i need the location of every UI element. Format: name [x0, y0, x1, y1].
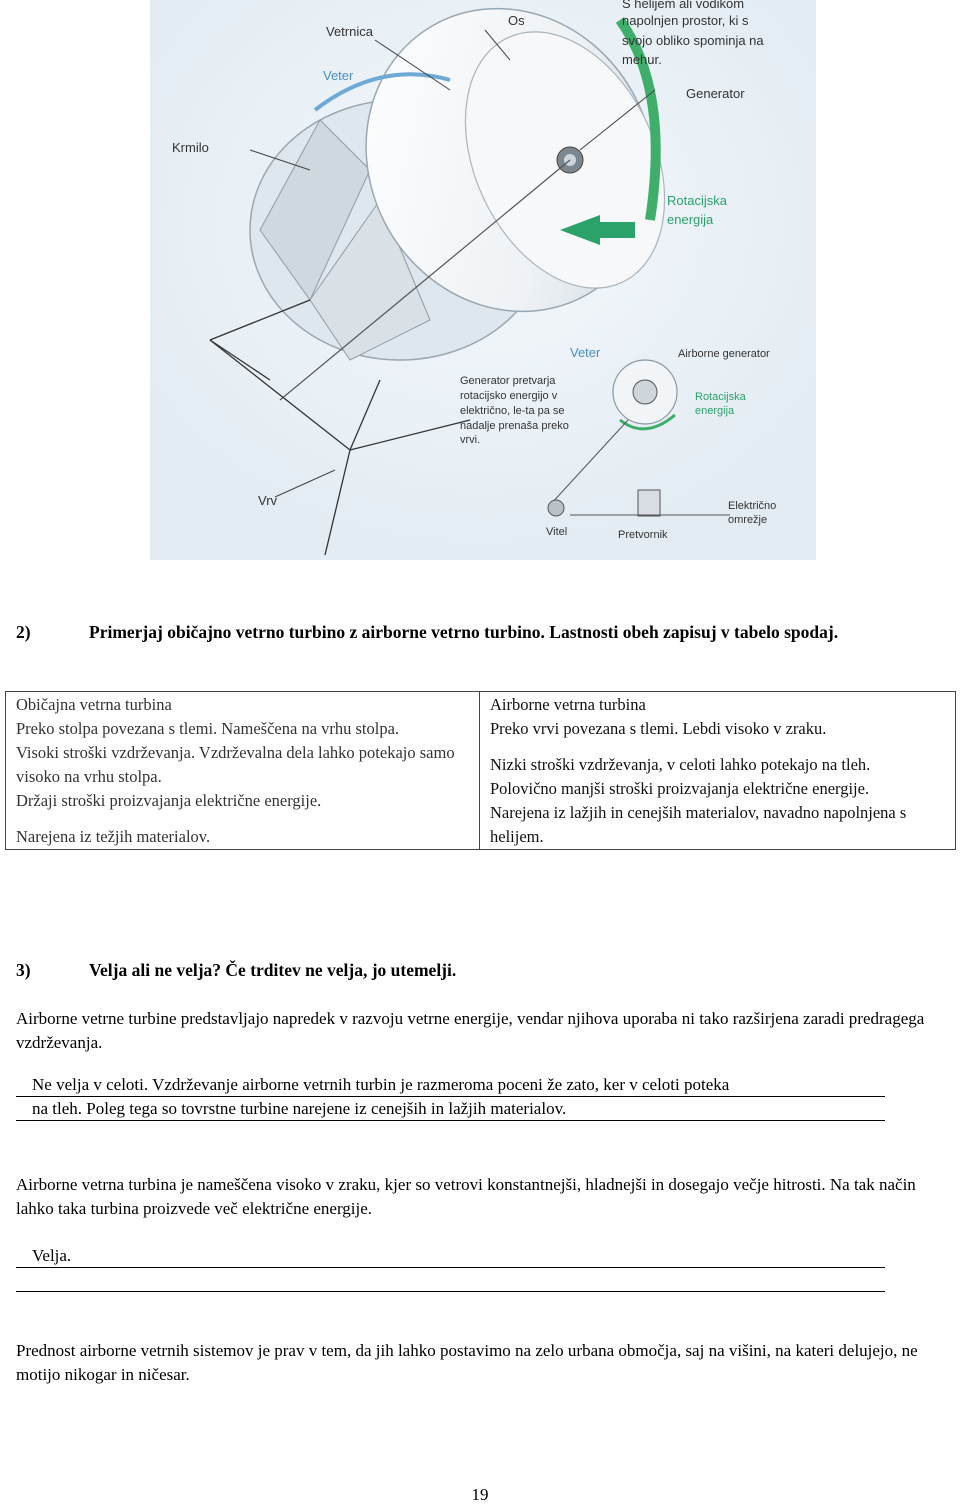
label-rotacijska-1: Rotacijska — [667, 193, 727, 208]
question-2 — [16, 621, 916, 644]
page-number: 19 — [471, 1485, 489, 1504]
airborne-turbine-header: Airborne vetrna turbina — [490, 695, 646, 714]
airborne-item-4: Narejena iz lažjih in cenejših materialov, navadno napolnjena s helijem. — [490, 803, 907, 846]
inset-rotacijska-1: Rotacijska — [695, 391, 746, 403]
conventional-item-2: Visoki stroški vzdrževanja. Vzdrževalna dela lahko potekajo samo visoko na vrhu stolpa. — [16, 743, 455, 786]
label-krmilo: Krmilo — [172, 140, 209, 155]
inset-label-omrezje-2: omrežje — [728, 514, 768, 526]
label-generator: Generator — [686, 86, 745, 101]
question-2-number: 2) — [16, 622, 31, 642]
helium-note-2: napolnjen prostor, ki s — [622, 13, 749, 28]
comparison-table — [5, 691, 956, 850]
inset-label-veter: Veter — [570, 345, 601, 360]
airborne-turbine-cell — [480, 692, 956, 850]
statement-2: Airborne vetrna turbina je nameščena visoko v zraku, kjer so vetrovi konstantnejši, hladnejši in dosegajo večje hitrosti. Na tak način lahko taka turbina proizvede več električne energije. — [16, 1175, 916, 1218]
question-3-text: Velja ali ne velja? Če trditev ne velja, jo utemelji. — [89, 960, 457, 980]
inset-generator-text-4: nadalje prenaša preko — [460, 420, 569, 432]
question-3-number: 3) — [16, 960, 31, 980]
inset-label-vitel: Vitel — [546, 526, 568, 538]
inset-generator-text-2: rotacijsko energijo v — [460, 390, 558, 402]
converter-icon — [638, 490, 660, 516]
inset-generator-text-3: električno, le-ta pa se — [460, 405, 565, 417]
answer-1-line-2[interactable]: na tleh. Poleg tega so tovrstne turbine narejene iz cenejših in lažjih materialov. — [16, 1097, 885, 1121]
airborne-item-3: Polovično manjši stroški proizvajanja električne energije. — [490, 779, 870, 798]
inset-label-omrezje-1: Električno — [728, 500, 777, 512]
question-3 — [16, 959, 916, 982]
inset-rotacijska-2: energija — [695, 405, 735, 417]
statement-3: Prednost airborne vetrnih sistemov je prav v tem, da jih lahko postavimo na zelo urbana območja, saj na višini, na kateri delujejo, ne motijo nikogar in ničesar. — [16, 1341, 918, 1384]
answer-2 — [16, 1244, 885, 1292]
helium-note-4: mehur. — [622, 52, 662, 67]
answer-1 — [16, 1073, 885, 1121]
inset-generator-text-1: Generator pretvarja — [460, 375, 556, 387]
answer-1-line-1[interactable]: Ne velja v celoti. Vzdrževanje airborne vetrnih turbin je razmeroma poceni že zato, ker v celoti poteka — [16, 1073, 885, 1097]
label-vetrnica: Vetrnica — [326, 24, 373, 39]
inset-label-pretvornik: Pretvornik — [618, 529, 668, 541]
answer-2-line-1[interactable]: Velja. — [16, 1244, 885, 1268]
label-os: Os — [508, 13, 525, 28]
turbine-diagram — [150, 0, 816, 560]
table-row — [6, 692, 956, 850]
label-veter: Veter — [323, 68, 354, 83]
inset-generator-text-5: vrvi. — [460, 434, 481, 446]
answer-2-line-2[interactable] — [16, 1268, 885, 1292]
helium-note-3: svojo obliko spominja na — [622, 33, 764, 48]
winch-icon — [548, 500, 564, 516]
turbine-illustration — [150, 0, 816, 560]
conventional-turbine-header: Običajna vetrna turbina — [16, 695, 172, 714]
question-2-text: Primerjaj običajno vetrno turbino z airborne vetrno turbino. Lastnosti obeh zapisuj v tabelo spodaj. — [89, 622, 839, 642]
airborne-item-1: Preko vrvi povezana s tlemi. Lebdi visoko v zraku. — [490, 719, 827, 738]
label-vrv: Vrv — [258, 493, 278, 508]
label-rotacijska-2: energija — [667, 212, 714, 227]
conventional-turbine-cell — [6, 692, 480, 850]
conventional-item-3: Držaji stroški proizvajanja električne energije. — [16, 791, 322, 810]
inset-label-airborne-generator: Airborne generator — [678, 348, 770, 360]
airborne-item-2: Nizki stroški vzdrževanja, v celoti lahko potekajo na tleh. — [490, 755, 871, 774]
conventional-item-1: Preko stolpa povezana s tlemi. Nameščena na vrhu stolpa. — [16, 719, 400, 738]
helium-note-1: S helijem ali vodikom — [622, 0, 745, 11]
statement-1: Airborne vetrne turbine predstavljajo napredek v razvoju vetrne energije, vendar njihova uporaba ni tako razširjena zaradi predragega vzdrževanja. — [16, 1009, 925, 1052]
conventional-item-4: Narejena iz težjih materialov. — [16, 827, 211, 846]
